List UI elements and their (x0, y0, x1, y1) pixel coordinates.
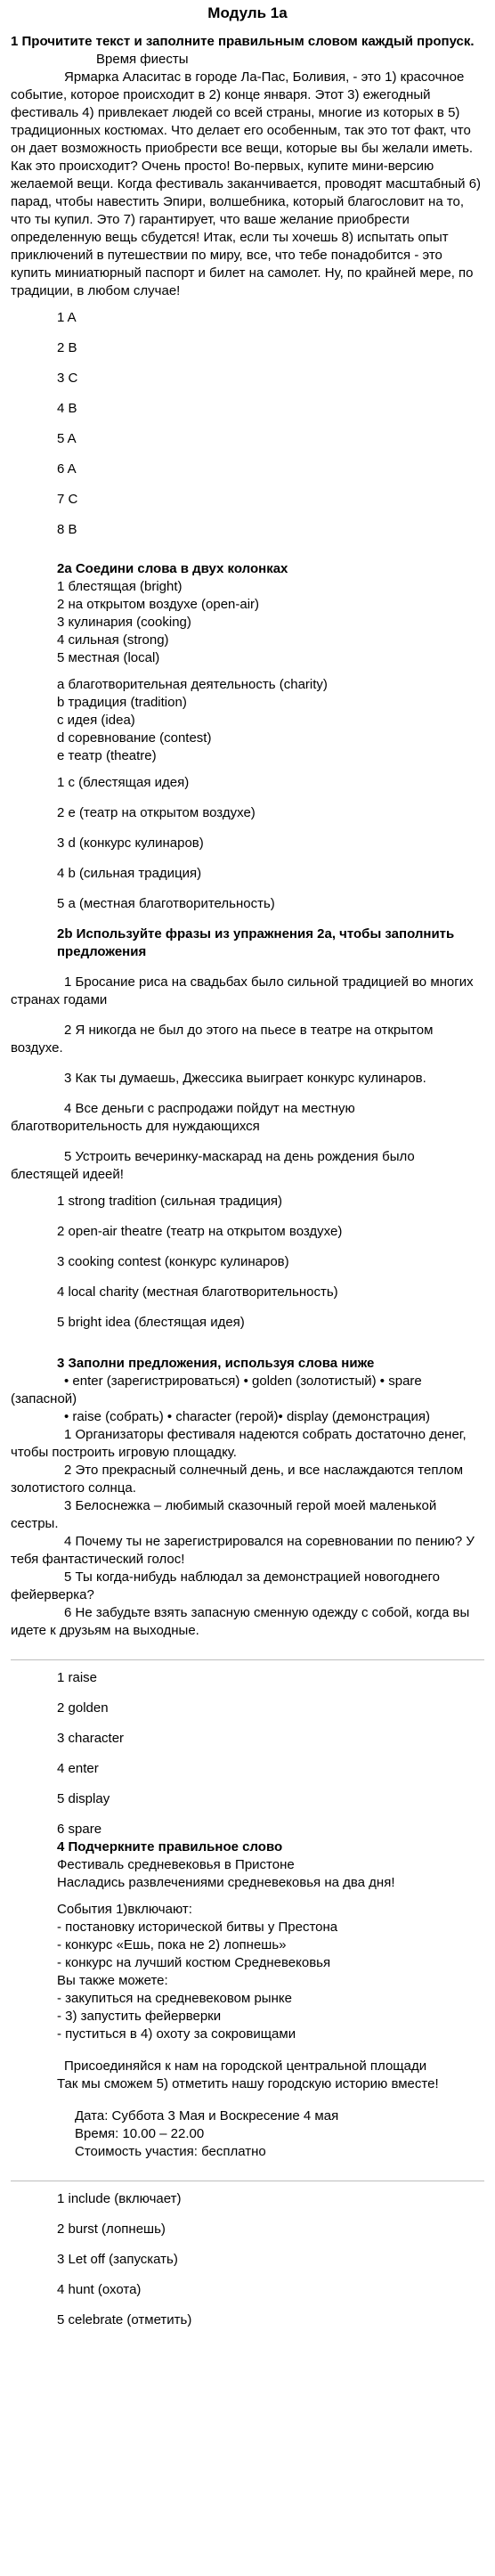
ex1-text-title: Время фиесты (96, 52, 189, 67)
answer-item: 6 spare (57, 1822, 102, 1837)
list-item: e театр (theatre) (57, 748, 157, 763)
answer-item: 3 Let off (запускать) (57, 2252, 178, 2267)
ex4-title: Фестиваль средневековья в Пристоне (57, 1857, 295, 1872)
answer-item: 5 celebrate (отметить) (57, 2312, 192, 2327)
ex4-heading: 4 Подчеркните правильное слово (57, 1839, 283, 1855)
ex2b-heading: 2b Используйте фразы из упражнения 2a, чтобы заполнить предложения (57, 926, 455, 959)
answer-item: 1 A (57, 310, 77, 325)
ex2b-sentence: 3 Как ты думаешь, Джессика выиграет конкурс кулинаров. (64, 1071, 426, 1086)
ex4-event: - конкурс на лучший костюм Средневековья (57, 1955, 331, 1970)
answer-item: 3 C (57, 371, 78, 386)
list-item: 4 сильная (strong) (57, 632, 169, 648)
ex4-can-item: - закупиться на средневековом рынке (57, 1991, 292, 2006)
ex3-sentence: 6 Не забудьте взять запасную сменную одежду с собой, когда вы идете к друзьям на выходные. (11, 1605, 470, 1638)
answer-item: 8 B (57, 522, 77, 537)
ex4-celebrate: Так мы сможем 5) отметить нашу городскую историю вместе! (57, 2076, 439, 2091)
ex1-answers (11, 309, 484, 539)
answer-item: 1 strong tradition (сильная традиция) (57, 1194, 283, 1209)
list-item: 1 блестящая (bright) (57, 579, 183, 594)
list-item: b традиция (tradition) (57, 695, 187, 710)
list-item: 2 на открытом воздухе (open-air) (57, 597, 260, 612)
answer-item: 3 character (57, 1731, 125, 1746)
ex2b-sentence: 5 Устроить вечеринку-маскарад на день рождения было блестящей идеей! (11, 1149, 415, 1182)
answer-item: 4 hunt (охота) (57, 2282, 142, 2297)
answer-item: 2 golden (57, 1700, 109, 1716)
ex2b-sentence: 2 Я никогда не был до этого на пьесе в театре на открытом воздухе. (11, 1023, 434, 1056)
page-title: Модуль 1а (207, 4, 288, 21)
answer-item: 4 b (сильная традиция) (57, 866, 202, 881)
answer-item: 4 enter (57, 1761, 99, 1776)
ex2b-sentence: 1 Бросание риса на свадьбах было сильной традицией во многих странах годами (11, 974, 474, 1007)
ex3-sentence: 1 Организаторы фестиваля надеются собрать достаточно денег, чтобы построить игровую площадку. (11, 1427, 467, 1460)
ex4-answers (11, 2190, 484, 2329)
answer-item: 3 d (конкурс кулинаров) (57, 836, 204, 851)
ex3-sentence: 4 Почему ты не зарегистрировался на соревновании по пению? У тебя фантастический голос! (11, 1534, 475, 1567)
ex1-heading: 1 Прочитите текст и заполните правильным словом каждый пропуск. (11, 34, 475, 49)
ex4-time: Время: 10.00 – 22.00 (75, 2126, 205, 2141)
list-item: 5 местная (local) (57, 650, 160, 665)
answer-item: 2 open-air theatre (театр на открытом воздухе) (57, 1224, 343, 1239)
list-item: d соревнование (contest) (57, 730, 212, 746)
answer-item: 7 C (57, 492, 78, 507)
answer-item: 5 A (57, 431, 77, 446)
ex4-can-item: - 3) запустить фейерверки (57, 2009, 222, 2024)
answer-item: 4 local charity (местная благотворительность) (57, 1284, 338, 1300)
ex4-cost: Стоимость участия: бесплатно (75, 2144, 266, 2159)
ex4-intro (11, 1874, 484, 1892)
ex4-can-label: Вы также можете: (57, 1973, 168, 1988)
list-item: a благотворительная деятельность (charity) (57, 677, 328, 692)
ex3-answers (11, 1669, 484, 1838)
list-item: 3 кулинария (cooking) (57, 615, 191, 630)
list-item: c идея (idea) (57, 713, 135, 728)
ex4-date: Дата: Суббота 3 Мая и Воскресение 4 мая (75, 2108, 339, 2124)
answer-item: 4 B (57, 401, 77, 416)
ex4-join: Присоединяйся к нам на городской центральной площади (64, 2058, 427, 2074)
ex2b-answers (11, 1193, 484, 1332)
ex2a-heading: 2a Соедини слова в двух колонках (57, 561, 288, 576)
ex2a-left-column (11, 578, 484, 667)
answer-item: 2 B (57, 340, 77, 355)
answer-item: 2 burst (лопнешь) (57, 2221, 166, 2237)
answer-item: 1 raise (57, 1670, 98, 1685)
ex4-intro-text: Насладись развлечениями средневековья на два дня! (57, 1875, 395, 1890)
ex2a-right-column (11, 676, 484, 765)
answer-item: 5 display (57, 1791, 110, 1806)
answer-item: 3 cooking contest (конкурс кулинаров) (57, 1254, 289, 1269)
answer-item: 6 A (57, 461, 77, 477)
ex4-events-label: События 1)включают: (57, 1902, 192, 1917)
ex3-words-line: • enter (зарегистрироваться) • golden (золотистый) • spare (запасной) (11, 1374, 422, 1406)
ex4-event: - постановку исторической битвы у Престона (57, 1920, 338, 1935)
ex3-words-line: • raise (собрать) • character (герой)• display (демонстрация) (64, 1409, 430, 1424)
answer-item: 5 a (местная благотворительность) (57, 896, 275, 911)
ex1-paragraph: Ярмарка Аласитас в городе Ла-Пас, Боливия, - это 1) красочное событие, которое происходит в 2) конце января. Этот 3) ежегодный фестиваль 4) привлекает людей со всей страны, многие из которых в 5) традиционных костюмах. Что делает его особенным, так это тот факт, что он дает возможность приобрести все вещи, которые вы бы желали иметь. Как это происходит? Очень просто! Во-первых, купите мини-версию желаемой вещи. Когда фестиваль заканчивается, проводят масштабный 6) парад, чтобы навестить Эпири, волшебника, который благословит на то, что ты купил. Это 7) гарантирует, что ваше желание приобрести определенную вещь сбудется! Итак, если ты хочешь 8) испытать опыт приключений в путешествии по миру, все, что тебе понадобится - это купить миниатюрный паспорт и билет на самолет. Ну, по крайней мере, по традиции, в любом случае! (11, 69, 482, 298)
ex3-heading: 3 Заполни предложения, используя слова ниже (57, 1356, 375, 1371)
ex4-can-item: - пуститься в 4) охоту за сокровищами (57, 2026, 296, 2042)
answer-item: 1 c (блестящая идея) (57, 775, 190, 790)
answer-item: 1 include (включает) (57, 2191, 182, 2206)
ex3-sentence: 3 Белоснежка – любимый сказочный герой моей маленькой сестры. (11, 1498, 437, 1531)
ex3-sentence: 5 Ты когда-нибудь наблюдал за демонстрацией новогоднего фейерверка? (11, 1569, 440, 1602)
answer-item: 5 bright idea (блестящая идея) (57, 1315, 245, 1330)
ex3-sentence: 2 Это прекрасный солнечный день, и все наслаждаются теплом золотистого солнца. (11, 1463, 464, 1496)
ex2b-sentence: 4 Все деньги с распродажи пойдут на местную благотворительность для нуждающихся (11, 1101, 355, 1134)
ex4-event: - конкурс «Ешь, пока не 2) лопнешь» (57, 1937, 287, 1952)
answer-item: 2 e (театр на открытом воздухе) (57, 805, 256, 820)
ex2a-answers (11, 774, 484, 913)
divider (11, 1659, 484, 1660)
